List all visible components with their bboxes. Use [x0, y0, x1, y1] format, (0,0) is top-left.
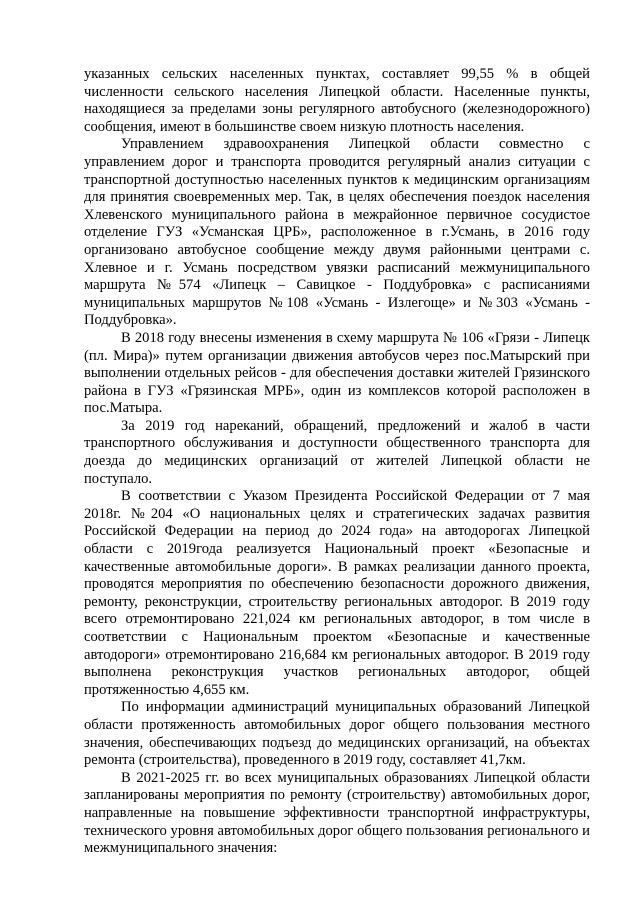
document-page: [84, 66, 590, 858]
paragraph-route-106-changes: В 2018 году внесены изменения в схему маршрута № 106 «Грязи - Липецк (пл. Мира)» путем организации движения автобусов через пос.Матырский при выполнении отдельных рейсов - для обеспечения доставки жителей Грязинского района в ГУЗ «Грязинская МРБ», один из комплексов которой расположен в пос.Матыра.: [84, 329, 590, 417]
paragraph-national-project-roads: В соответствии с Указом Президента Российской Федерации от 7 мая 2018г. №204 «О национальных целях и стратегических задачах развития Российской Федерации на период до 2024 года» на автодорогах Липецкой области с 2019года реализуется Национальный проект «Безопасные и качественные автомобильные дороги». В рамках реализации данного проекта, проводятся мероприятия по обеспечению безопасности дорожного движения, ремонту, реконструкции, строительству региональных автодорог. В 2019 году всего отремонтировано 221,024 км региональных автодорог, в том числе в соответствии с Национальным проектом «Безопасные и качественные автодороги» отремонтировано 216,684 км региональных автодорог. В 2019 году выполнена реконструкция участков региональных автодорог, общей протяженностью 4,655 км.: [84, 488, 590, 698]
paragraph-planned-2021-2025: В 2021-2025 гг. во всех муниципальных образованиях Липецкой области запланированы мероприятия по ремонту (строительству) автомобильных дорог, направленные на повышение эффективности транспортной инфраструктуры, технического уровня автомобильных дорог общего пользования регионального и межмуниципального значения:: [84, 769, 590, 857]
paragraph-health-transport-analysis: Управлением здравоохранения Липецкой области совместно с управлением дорог и транспорта проводится регулярный анализ ситуации с транспортной доступностью населенных пунктов к медицинским организациям для принятия своевременных мер. Так, в целях обеспечения поездок населения Хлевенского муниципального района в межрайонное первичное сосудистое отделение ГУЗ «Усманская ЦРБ», расположенное в г.Усмань, в 2016 году организовано автобусное сообщение между двумя районными центрами с. Хлевное и г. Усмань посредством увязки расписаний межмуниципального маршрута №574 «Липецк – Савицкое - Поддубровка» с расписаниями муниципальных маршрутов №108 «Усмань - Излегоще» и №303 «Усмань - Поддубровка».: [84, 136, 590, 329]
paragraph-rural-population: указанных сельских населенных пунктах, составляет 99,55 % в общей численности сельского населения Липецкой области. Населенные пункты, находящиеся за пределами зоны регулярного автобусного (железнодорожного) сообщения, имеют в большинстве своем низкую плотность населения.: [84, 66, 590, 135]
paragraph-no-complaints-2019: За 2019 год нареканий, обращений, предложений и жалоб в части транспортного обслуживания и доступности общественного транспорта для доезда до медицинских организаций от жителей Липецкой области не поступало.: [84, 417, 590, 487]
paragraph-local-roads-length: По информации администраций муниципальных образований Липецкой области протяженность автомобильных дорог общего пользования местного значения, обеспечивающих подъезд до медицинских организаций, на объектах ремонта (строительства), проведенного в 2019 году, составляет 41,7км.: [84, 699, 590, 769]
